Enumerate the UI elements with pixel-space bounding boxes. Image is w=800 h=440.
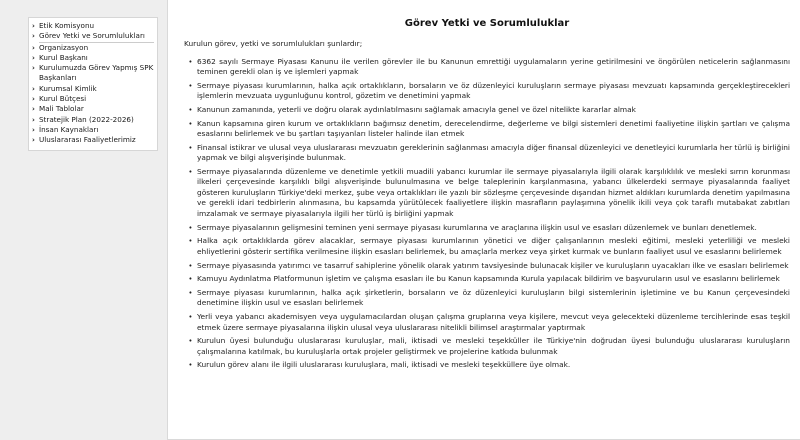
chevron-right-icon: › bbox=[32, 64, 35, 73]
list-item: • Sermaye piyasasında yatırımcı ve tasarruf sahiplerine yönelik olarak yatırım tavsiyesinde bulunacak kişiler ve kuruluşların uyacakları ilke ve esasları belirlemek bbox=[184, 261, 790, 272]
chevron-right-icon: › bbox=[32, 95, 35, 104]
bullet-icon: • bbox=[188, 57, 193, 66]
sidebar-item-label: Kurul Bütçesi bbox=[39, 94, 87, 104]
list-item: • Kurulun görev alanı ile ilgili uluslararası kuruluşlara, mali, iktisadi ve mesleki teşekküllere üye olmak. bbox=[184, 360, 790, 371]
sidebar-item-organizasyon[interactable] bbox=[32, 43, 154, 53]
chevron-right-icon: › bbox=[32, 136, 35, 145]
bullet-icon: • bbox=[188, 288, 193, 297]
bullet-icon: • bbox=[188, 119, 193, 128]
sidebar-item-kurul-baskani[interactable] bbox=[32, 53, 154, 63]
bullet-icon: • bbox=[188, 337, 193, 346]
list-item: • Kanunun zamanında, yeterli ve doğru olarak aydınlatılmasını sağlamak amacıyla genel ve özel nitelikte kararlar almak bbox=[184, 105, 790, 116]
list-item: • Sermaye piyasalarında düzenleme ve denetimle yetkili muadili yabancı kurumlar ile sermaye piyasalarıyla ilgili olarak karşılıklılık ve mesleki sırrın korunması ilkeleri çerçevesinde karşılıklı bilgi alışverişinde bulunulmasına ve belge taleplerinin karşılanmasına, yabancı ülkelerdeki sermaye piyasalarında faaliyet gösteren kuruluşların Türkiye'deki merkez, şube veya ortaklıkları ile yazılı bir sözleşme çerçevesinde dışarıdan hizmet aldıkları kurumlarda denetim yapılmasına ve gerekli idari tedbirlerin alınmasına, bu kapsamda yürütülecek faaliyetlere ilişkin masrafların paylaşımına yönelik ikili veya çok taraflı mutabakat zabıtları imzalamak ve sermaye piyasalarıyla ilgili her türlü iş birliğini yapmak bbox=[184, 167, 790, 220]
sidebar-item-label: Kurul Başkanı bbox=[39, 52, 88, 62]
sidebar-item-label: Görev Yetki ve Sorumlulukları bbox=[39, 31, 154, 42]
list-item: • Kurulun üyesi bulunduğu uluslararası kuruluşlar, mali, iktisadi ve mesleki teşekküller ile Türkiye'nin doğrudan üyesi bulunduğu uluslararası kuruluşların çalışmalarına katılmak, bu kuruluşlarla ortak projeler geliştirmek ve projelerine katkıda bulunmak bbox=[184, 336, 790, 357]
list-item: • Finansal istikrar ve ulusal veya uluslararası mevzuatın gereklerinin sağlanması amacıyla diğer finansal düzenleyici ve denetleyici kurumlarla her türlü iş birliğini yapmak ve bilgi alışverişinde bulunmak. bbox=[184, 143, 790, 164]
list-item: • Sermaye piyasası kurumlarının, halka açık şirketlerin, borsaların ve öz düzenleyici kuruluşların bilgi sistemlerinin işletimine ve bu Kanun çerçevesindeki denetimine ilişkin usul ve esasları belirlemek bbox=[184, 288, 790, 309]
sidebar-item-label: Kurumsal Kimlik bbox=[39, 83, 97, 93]
sidebar-item-gorev-yetki[interactable] bbox=[32, 31, 154, 42]
sidebar-item-uluslararasi[interactable] bbox=[32, 135, 154, 145]
sidebar-item-label: Etik Komisyonu bbox=[39, 21, 95, 30]
bullet-icon: • bbox=[188, 361, 193, 370]
intro-text: Kurulun görev, yetki ve sorumlulukları şunlardır; bbox=[184, 39, 363, 48]
chevron-right-icon: › bbox=[32, 84, 35, 93]
bullet-icon: • bbox=[188, 105, 193, 114]
sidebar-item-label: Kurulumuzda Görev Yapmış SPK Başkanları bbox=[39, 63, 154, 83]
sidebar-item-insan-kaynaklari[interactable] bbox=[32, 125, 154, 135]
chevron-right-icon: › bbox=[32, 32, 35, 41]
list-item: • Kanun kapsamına giren kurum ve ortaklıkların bağımsız denetim, derecelendirme, değerleme ve bilgi sistemleri denetimi faaliyetine ilişkin şartları ve çalışma esaslarını belirlemek ve bu şartları taşıyanları listeler halinde ilan etmek bbox=[184, 119, 790, 140]
main-content bbox=[167, 0, 800, 440]
list-item: • Sermaye piyasası kurumlarının, halka açık ortaklıkların, borsaların ve öz düzenleyici kuruluşların sermaye piyasası mevzuatı kapsamında gerçekleştirecekleri işlemlerin mevzuata uygunluğunu kontrol, gözetim ve denetimini yapmak bbox=[184, 81, 790, 102]
sidebar-item-kurul-butcesi[interactable] bbox=[32, 94, 154, 104]
chevron-right-icon: › bbox=[32, 115, 35, 124]
page-title: Görev Yetki ve Sorumluluklar bbox=[404, 18, 570, 29]
sidebar-item-label: Mali Tablolar bbox=[39, 104, 84, 114]
sidebar-item-label: Organizasyon bbox=[39, 42, 89, 52]
sidebar-item-label: İnsan Kaynakları bbox=[39, 124, 99, 134]
sidebar-item-etik-komisyonu[interactable] bbox=[32, 21, 154, 31]
chevron-right-icon: › bbox=[32, 22, 35, 30]
list-item: • Yerli veya yabancı akademisyen veya uygulamacılardan oluşan çalışma gruplarına veya kişilere, mevcut veya gelecekteki düzenleme tercihlerinde esas teşkil etmek üzere sermaye piyasalarına ilişkin ulusal veya uluslararası nitelikli bilimsel araştırmalar yaptırmak bbox=[184, 312, 790, 333]
chevron-right-icon: › bbox=[32, 125, 35, 134]
bullet-icon: • bbox=[188, 167, 193, 176]
sidebar-item-label: Stratejik Plan (2022-2026) bbox=[39, 114, 134, 124]
chevron-right-icon: › bbox=[32, 43, 35, 52]
bullet-icon: • bbox=[188, 275, 193, 284]
sidebar-item-kurumsal-kimlik[interactable] bbox=[32, 84, 154, 94]
bullet-icon: • bbox=[188, 223, 193, 232]
list-item: • 6362 sayılı Sermaye Piyasası Kanunu ile verilen görevler ile bu Kanunun emrettiği uygulamaların yerine getirilmesini ve öngörülen neticelerin sağlanmasını teminen gerekli olan iş ve işlemleri yapmak bbox=[184, 57, 790, 78]
chevron-right-icon: › bbox=[32, 53, 35, 62]
bullet-icon: • bbox=[188, 237, 193, 246]
sidebar-item-label: Uluslararası Faaliyetlerimiz bbox=[39, 135, 136, 145]
sidebar-menu bbox=[28, 17, 158, 151]
sidebar-item-mali-tablolar[interactable] bbox=[32, 104, 154, 114]
bullet-icon: • bbox=[188, 143, 193, 152]
sidebar-item-stratejik-plan[interactable] bbox=[32, 115, 154, 125]
chevron-right-icon: › bbox=[32, 105, 35, 114]
bullet-icon: • bbox=[188, 261, 193, 270]
bullet-icon: • bbox=[188, 81, 193, 90]
duties-list bbox=[184, 57, 790, 371]
list-item: • Sermaye piyasalarının gelişmesini teminen yeni sermaye piyasası kurumlarına ve araçlarına ilişkin usul ve esasları düzenlemek ve bunları denetlemek. bbox=[184, 223, 790, 234]
list-item: • Kamuyu Aydınlatma Platformunun işletim ve çalışma esasları ile bu Kanun kapsamında Kurula yapılacak bildirim ve başvuruların usul ve esaslarını belirlemek bbox=[184, 274, 790, 285]
bullet-icon: • bbox=[188, 313, 193, 322]
sidebar-item-spk-baskanlari[interactable] bbox=[32, 63, 154, 84]
list-item: • Halka açık ortaklıklarda görev alacaklar, sermaye piyasası kurumlarının yönetici ve diğer çalışanlarının mesleki eğitimi, mesleki yeterliliği ve mesleki ehliyetlerini gösterir sertifika verilmesine ilişkin esasları belirlemek, bu amaçlarla merkez veya şirket kurmak ve bunların faaliyet usul ve esaslarını belirlemek bbox=[184, 236, 790, 257]
